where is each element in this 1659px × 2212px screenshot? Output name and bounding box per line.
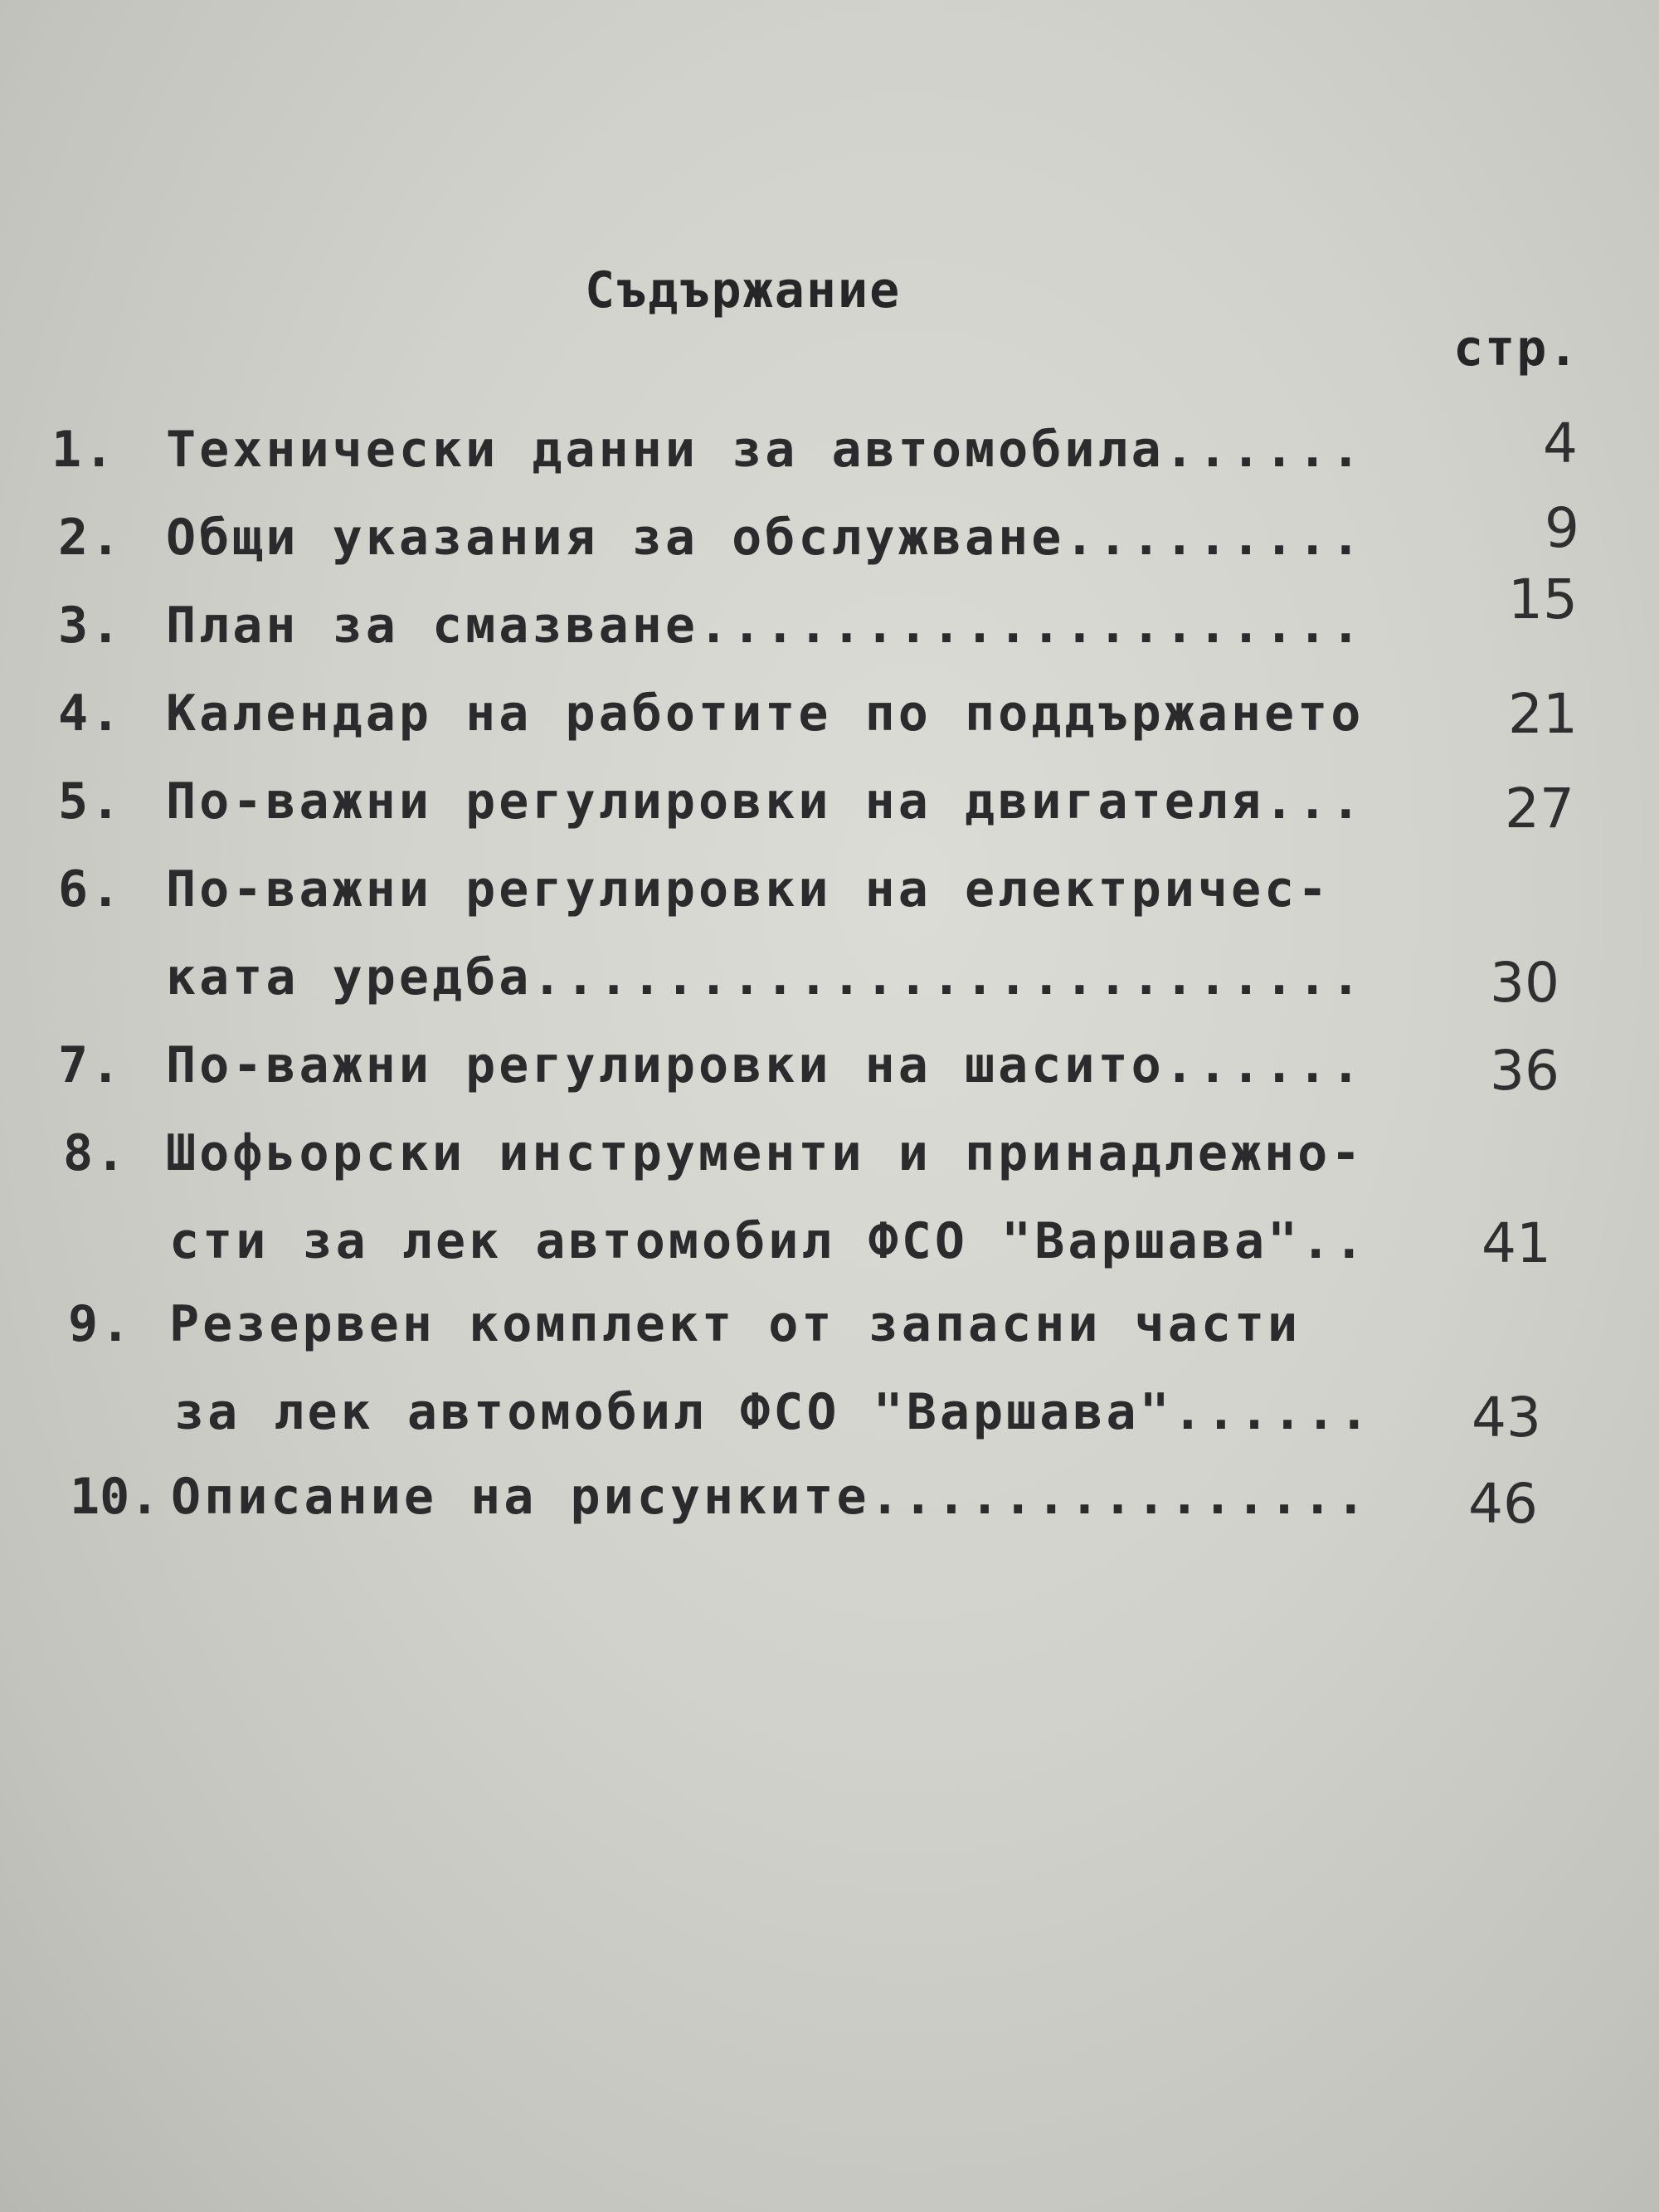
- toc-entry-page: 30: [1490, 951, 1559, 1015]
- toc-entry-page: 15: [1508, 568, 1578, 631]
- page-column-label: стр.: [1453, 319, 1580, 378]
- toc-entry-title-continued: ката уредба.........................: [166, 948, 1365, 1006]
- toc-entry-page: 27: [1505, 777, 1574, 840]
- toc-entry-page: 46: [1468, 1472, 1538, 1536]
- toc-entry-title: По-важни регулировки на електричес-: [166, 860, 1331, 918]
- toc-entry-page: 9: [1545, 496, 1579, 560]
- toc-entry-title: Календар на работите по поддържането: [166, 685, 1365, 743]
- toc-entry-title: Описание на рисунките...............: [171, 1468, 1370, 1526]
- toc-entry-page: 4: [1543, 412, 1578, 475]
- toc-entry-page: 41: [1481, 1211, 1551, 1275]
- toc-entry-page: 43: [1472, 1386, 1541, 1449]
- toc-entry-number: 1.: [51, 421, 117, 479]
- toc-entry-title: Резервен комплект от запасни части: [169, 1295, 1301, 1353]
- toc-entry-number: 8.: [63, 1124, 129, 1182]
- toc-entry-number: 9.: [68, 1295, 134, 1353]
- toc-entry-title: Шофьорски инструменти и принадлежно-: [166, 1124, 1365, 1182]
- toc-entry-title: Технически данни за автомобила......: [166, 421, 1365, 479]
- toc-entry-title-continued: за лек автомобил ФСО "Варшава"......: [174, 1383, 1373, 1441]
- toc-entry-page: 36: [1490, 1039, 1559, 1103]
- toc-entry-page: 21: [1508, 682, 1578, 746]
- toc-entry-title: По-важни регулировки на двигателя...: [166, 772, 1365, 831]
- toc-entry-number: 3.: [58, 597, 124, 655]
- toc-entry-number: 7.: [58, 1036, 124, 1094]
- toc-entry-title-continued: сти за лек автомобил ФСО "Варшава"..: [169, 1212, 1368, 1270]
- toc-entry-number: 5.: [58, 772, 124, 831]
- toc-entry-number: 10.: [70, 1468, 160, 1526]
- toc-entry-number: 2.: [58, 509, 124, 567]
- toc-entry-title: План за смазване....................: [166, 597, 1365, 655]
- toc-entry-title: Общи указания за обслужване.........: [166, 509, 1365, 567]
- toc-entry-number: 6.: [58, 860, 124, 918]
- toc-entry-title: По-важни регулировки на шасито......: [166, 1036, 1365, 1094]
- page-title: Съдържание: [585, 261, 902, 319]
- toc-entry-number: 4.: [58, 685, 124, 743]
